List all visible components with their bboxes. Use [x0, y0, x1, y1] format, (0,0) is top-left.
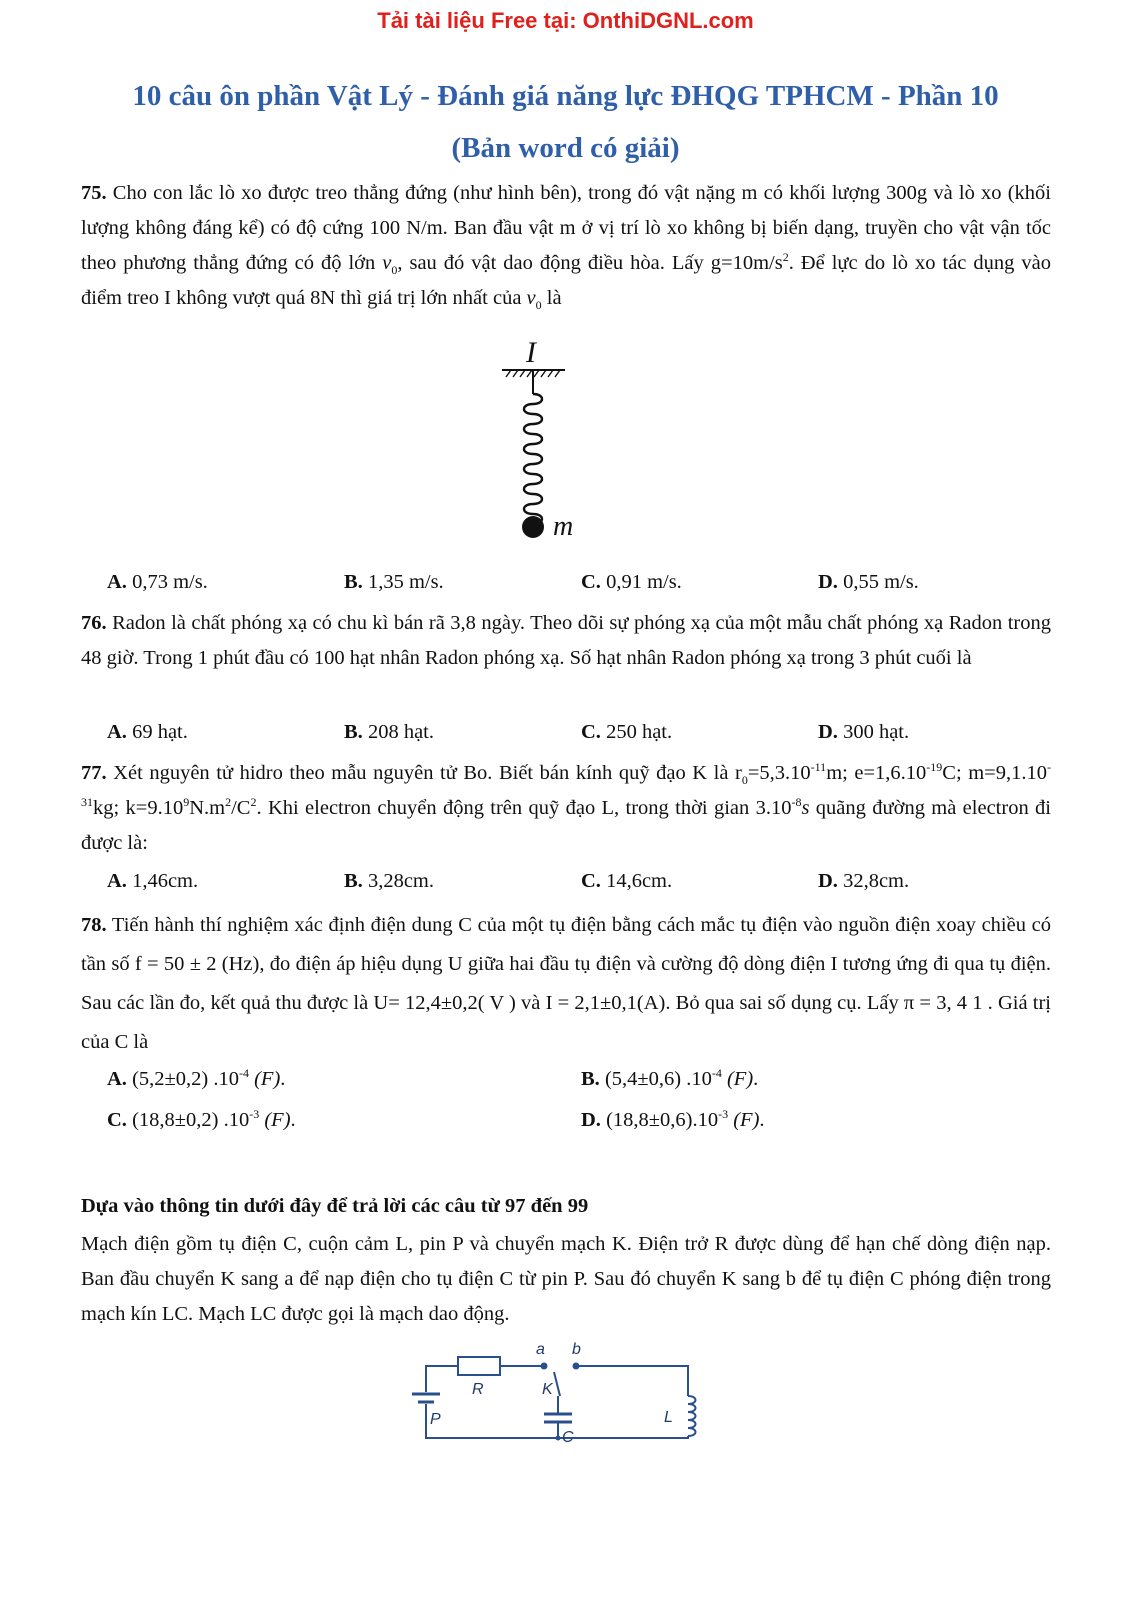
resistor-r	[458, 1357, 500, 1375]
question-text: , sau đó vật dao động điều hòa. Lấy g=10m/s	[397, 252, 783, 274]
option-b[interactable]: B. 1,35 m/s.	[344, 571, 444, 593]
option-a[interactable]: A. (5,2±0,2) $.10^{-4}$ (F).	[107, 1066, 286, 1090]
question-number: 78.	[81, 914, 107, 936]
v0-symbol: v	[382, 252, 392, 274]
page-subtitle: (Bản word có giải)	[451, 132, 680, 164]
option-d[interactable]: D. $(18,8\pm 0,6).10^{-3}$ (F).	[581, 1107, 765, 1131]
option-c[interactable]: C. 0,91 m/s.	[581, 571, 682, 593]
q76-options	[107, 721, 1067, 751]
question-number: 77.	[81, 762, 107, 784]
option-a[interactable]: A. 1,46cm.	[107, 870, 199, 892]
question-78	[81, 906, 1051, 1062]
question-text: . Để lực do lò xo tác dụng vào điểm treo I không vượt quá 8N thì giá trị lớn nhất của	[81, 252, 1051, 309]
option-c[interactable]: C. 250 hạt.	[581, 721, 673, 743]
label-I: I	[526, 336, 536, 369]
label-p: P	[430, 1411, 441, 1428]
label-c: C	[562, 1429, 574, 1446]
option-c[interactable]: C. (18,8±0,2) $.10^{-3}$ (F).	[107, 1107, 296, 1131]
section-text: Mạch điện gồm tụ điện C, cuộn cảm L, pin P và chuyển mạch K. Điện trở R được dùng để hạn chế dòng điện nạp. Ban đầu chuyển K sang a để nạp điện cho tụ điện C từ pin P. Sau đó chuyển K sang b để tụ điện C phóng điện trong mạch kín LC. Mạch LC được gọi là mạch dao động.	[81, 1233, 1051, 1325]
option-a[interactable]: A. 69 hạt.	[107, 721, 188, 743]
option-d[interactable]: D. 32,8cm.	[818, 870, 910, 892]
capacitor-c	[544, 1414, 572, 1422]
wire	[578, 1366, 688, 1396]
download-banner[interactable]: Tải tài liệu Free tại: OnthiDGNL.com	[377, 8, 754, 33]
exponent: 2	[782, 250, 789, 265]
inductor-l	[688, 1396, 696, 1436]
option-b[interactable]: B. (5,4±0,6) $.10^{-4}$ (F).	[581, 1066, 759, 1090]
wire	[426, 1366, 458, 1392]
question-text: Tiến hành thí nghiệm xác định điện dung C của một tụ điện bằng cách mắc tụ điện vào nguồn điện xoay chiều có tần số f = 50 ± 2 (Hz), đo điện áp hiệu dụng U giữa hai đầu tụ điện và cường độ dòng điện I tương ứng đi qua tụ điện. Sau các lần đo, kết quả thu được là U= 12,4±0,2( V ) và I = 2,1±0,1(A). Bỏ qua sai số dụng cụ. Lấy π = 3, 4 1 . Giá trị của C là	[81, 914, 1051, 1053]
switch-k-blade	[554, 1372, 560, 1396]
spring-pendulum-figure	[490, 332, 600, 547]
label-a: a	[536, 1341, 545, 1358]
v0-subscript: 0	[391, 263, 398, 278]
q77-options	[107, 870, 1067, 900]
battery-p	[412, 1394, 440, 1402]
option-b[interactable]: B. 3,28cm.	[344, 870, 434, 892]
contact-b	[573, 1363, 580, 1370]
q78-options-row1	[107, 1068, 1067, 1098]
contact-a	[541, 1363, 548, 1370]
lc-circuit-diagram	[408, 1338, 718, 1453]
label-m: m	[553, 511, 574, 542]
mass-ball	[522, 516, 544, 538]
label-r: R	[472, 1381, 484, 1398]
v0-subscript: 0	[535, 298, 542, 313]
section-heading: Dựa vào thông tin dưới đây để trả lời các câu từ 97 đến 99	[81, 1195, 589, 1217]
question-number: 75.	[81, 182, 107, 204]
question-text: Radon là chất phóng xạ có chu kì bán rã 3,8 ngày. Theo dõi sự phóng xạ của một mẫu chất phóng xạ Radon trong 48 giờ. Trong 1 phút đầu có 100 hạt nhân Radon phóng xạ. Số hạt nhân Radon phóng xạ trong 3 phút cuối là	[81, 612, 1051, 669]
question-77: 77. Xét nguyên tử hidro theo mẫu nguyên tử Bo. Biết bán kính quỹ đạo K là $r_0=5,3.10^{-11}m$; $e=1,6.10^{-19}C$; $m=9,1.10^{-31}kg$; $k=9.10^9N.m^2/C^2$. Khi electron chuyển động trên quỹ đạo L, trong thời gian $3.10^{-8}s$ quãng đường mà electron đi được là:	[81, 760, 1051, 854]
option-a[interactable]: A. 0,73 m/s.	[107, 571, 208, 593]
option-c[interactable]: C. 14,6cm.	[581, 870, 673, 892]
spring-coil	[524, 394, 542, 524]
question-text: Cho con lắc lò xo được treo thẳng đứng (như hình bên), trong đó vật nặng m có khối lượng 300g và lò xo (khối lượng không đáng kể) có độ cứng 100 N/m. Ban đầu vật m ở vị trí lò xo không bị biến dạng, truyền cho vật vận tốc theo phương thẳng đứng có độ lớn	[81, 182, 1051, 274]
v0-symbol: v	[526, 287, 536, 309]
label-k: K	[542, 1381, 553, 1398]
option-d[interactable]: D. 300 hạt.	[818, 721, 910, 743]
option-b[interactable]: B. 208 hạt.	[344, 721, 434, 743]
page-title: 10 câu ôn phần Vật Lý - Đánh giá năng lực ĐHQG TPHCM - Phần 10	[132, 80, 999, 112]
label-l: L	[664, 1409, 673, 1426]
question-75	[81, 176, 1051, 316]
junction	[556, 1436, 561, 1441]
question-number: 76.	[81, 612, 107, 634]
label-b: b	[572, 1341, 581, 1358]
option-d[interactable]: D. 0,55 m/s.	[818, 571, 919, 593]
question-text: là	[541, 287, 562, 309]
q78-options-row2	[107, 1109, 1067, 1139]
q75-options	[107, 571, 1067, 601]
question-76	[81, 606, 1051, 676]
